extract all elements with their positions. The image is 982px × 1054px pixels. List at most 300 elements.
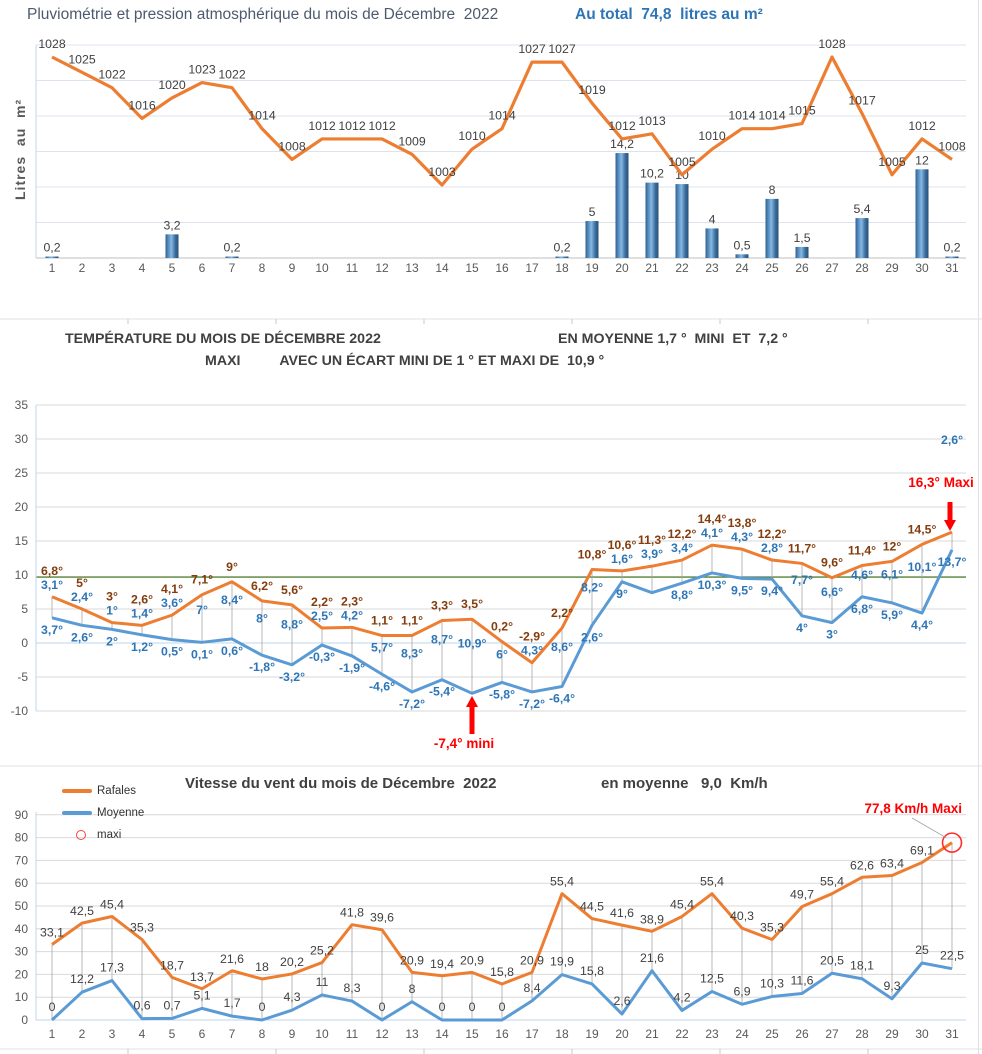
ecart-value-label: 3,6° (160, 596, 184, 611)
rafales-value-label: 20,9 (400, 953, 424, 968)
rain-value-label: 10,2 (640, 166, 664, 181)
x-tick-label: 23 (705, 261, 719, 275)
pressure-value-label: 1009 (398, 134, 426, 149)
legend-label-moyenne: Moyenne (97, 807, 145, 819)
rain-value-label: 12 (915, 153, 929, 168)
y-tick-label: 15 (14, 534, 28, 548)
moyenne-value-label: 19,9 (550, 954, 574, 969)
maxi-value-label: 6,2° (250, 578, 274, 593)
ecart-value-label: 2,4° (70, 590, 94, 604)
moyenne-value-label: 2,6 (613, 994, 631, 1009)
rafales-value-label: 42,5 (70, 904, 94, 919)
maxi-annotation: 16,3° Maxi (908, 475, 974, 490)
maxi-arrow-icon (944, 502, 956, 531)
maxi-value-label: 1,1° (370, 613, 394, 628)
ecart-value-label: 4,3° (520, 643, 544, 658)
ecart-value-label: 3,4° (670, 541, 694, 556)
y-tick-label: 0 (21, 636, 28, 650)
moyenne-value-label: 11 (315, 974, 329, 989)
mini-value-label: 4,4° (910, 618, 934, 633)
rain-bar (676, 184, 689, 258)
moyenne-value-label: 0 (48, 1000, 56, 1014)
wind-maxi-annotation: 77,8 Km/h Maxi (864, 801, 962, 816)
mini-value-label: -1,9° (338, 660, 366, 675)
maxi-value-label: 12° (882, 539, 902, 554)
y-tick-label: 35 (14, 398, 28, 412)
moyenne-value-label: 17,3 (100, 960, 124, 975)
pressure-value-label: 1008 (938, 139, 966, 154)
ecart-value-label: 8,8° (280, 617, 304, 632)
moyenne-value-label: 8,3 (343, 981, 361, 996)
x-tick-label: 16 (495, 261, 509, 275)
mini-value-label: -5,4° (428, 684, 456, 699)
y-tick-label: 30 (14, 944, 28, 959)
ecart-value-label: 6,6° (820, 584, 844, 599)
mini-value-label: 0,6° (220, 643, 244, 658)
ecart-value-label: 4,1° (700, 526, 724, 541)
rain-value-label: 8 (768, 182, 776, 197)
ecart-value-label: 8,3° (400, 646, 424, 661)
mini-value-label: 2° (106, 634, 118, 649)
maxi-value-label: 11,3° (637, 533, 667, 548)
x-tick-label: 31 (945, 1027, 959, 1041)
rain-bar (796, 247, 809, 258)
rafales-value-label: 18,7 (160, 958, 184, 973)
pressure-value-label: 1022 (218, 67, 246, 82)
wind-average-subtitle: en moyenne 9,0 Km/h (601, 775, 768, 792)
mini-value-label: 5,9° (880, 607, 904, 622)
x-tick-label: 3 (108, 261, 116, 275)
rain-bar (856, 218, 869, 258)
y-tick-label: -10 (10, 704, 28, 718)
x-tick-label: 17 (525, 261, 539, 275)
pressure-value-label: 1028 (38, 37, 66, 51)
rafales-value-label: 69,1 (910, 843, 934, 858)
rain-total-annotation: Au total 74,8 litres au m² (575, 6, 763, 23)
x-tick-label: 18 (555, 261, 569, 275)
mini-value-label: 2,6° (70, 630, 94, 645)
mini-value-label: -7,2° (518, 696, 546, 711)
rain-value-label: 14,2 (610, 137, 634, 152)
x-tick-label: 11 (345, 1027, 359, 1041)
y-tick-label: 90 (14, 807, 28, 822)
pressure-value-label: 1005 (878, 154, 906, 169)
moyenne-value-label: 4,3 (283, 990, 301, 1005)
rain-value-label: 1,5 (793, 230, 811, 245)
rafales-value-label: 55,4 (700, 874, 724, 889)
x-tick-label: 22 (675, 1027, 689, 1041)
pressure-value-label: 1025 (68, 52, 96, 67)
rain-value-label: 0,2 (223, 240, 241, 255)
mini-value-label: 3° (826, 627, 838, 642)
moyenne-value-label: 0 (498, 1000, 506, 1014)
legend-item-rafales (62, 780, 144, 802)
x-tick-label: 19 (585, 261, 599, 275)
rafales-value-label: 41,6 (610, 906, 634, 921)
maxi-value-label: 3,5° (460, 597, 484, 612)
moyenne-value-label: 0,6 (133, 998, 151, 1013)
x-tick-label: 6 (198, 1027, 206, 1041)
x-tick-label: 3 (108, 1027, 116, 1041)
x-tick-label: 14 (435, 261, 449, 275)
pressure-value-label: 1010 (458, 129, 486, 144)
ecart-value-label: 7,7° (790, 573, 814, 588)
mini-value-label: -3,2° (278, 669, 306, 684)
maxi-value-label: 2,2° (310, 595, 334, 610)
x-tick-label: 25 (765, 261, 779, 275)
pressure-value-label: 1027 (548, 42, 576, 57)
x-tick-label: 17 (525, 1027, 539, 1041)
rafales-value-label: 19,4 (430, 956, 454, 971)
rafales-value-label: 20,9 (520, 953, 544, 968)
x-tick-label: 5 (168, 261, 176, 275)
rafales-value-label: 18 (255, 959, 269, 974)
x-tick-label: 30 (915, 1027, 929, 1041)
pressure-value-label: 1012 (308, 118, 336, 133)
rafales-line-swatch (62, 789, 92, 793)
x-tick-label: 20 (615, 261, 629, 275)
rafales-value-label: 21,6 (220, 951, 244, 966)
legend-label-rafales: Rafales (97, 785, 136, 797)
maxi-value-label: 5,6° (280, 582, 304, 597)
temperature-chart-title-right: EN MOYENNE 1,7 ° MINI ET 7,2 ° (558, 331, 788, 347)
legend-label-maxi: maxi (97, 829, 122, 841)
mini-value-label: 8,8° (670, 588, 694, 603)
x-tick-label: 18 (555, 1027, 569, 1041)
maxi-value-label: -2,9° (518, 629, 546, 644)
ecart-value-label: 8,6° (550, 639, 574, 654)
mini-arrow-icon (466, 696, 478, 734)
x-tick-label: 4 (138, 1027, 146, 1041)
x-tick-label: 26 (795, 1027, 809, 1041)
x-tick-label: 19 (585, 1027, 599, 1041)
x-tick-label: 27 (825, 1027, 839, 1041)
x-tick-label: 15 (465, 1027, 479, 1041)
y-tick-label: 10 (14, 990, 28, 1005)
moyenne-value-label: 0 (378, 1000, 386, 1014)
rain-bar (946, 257, 959, 258)
rain-bar (706, 228, 719, 258)
x-tick-label: 6 (198, 261, 206, 275)
pressure-value-label: 1003 (428, 165, 456, 179)
maxi-value-label: 3,3° (430, 598, 454, 613)
maxi-value-label: 2,6° (130, 592, 154, 607)
pressure-value-label: 1008 (278, 139, 306, 154)
rafales-value-label: 55,4 (820, 874, 844, 889)
wind-chart-title: Vitesse du vent du mois de Décembre 2022 (185, 775, 497, 792)
x-tick-label: 9 (288, 261, 296, 275)
mini-value-label: 2,6° (580, 630, 604, 645)
x-tick-label: 29 (885, 261, 899, 275)
maxi-value-label: 4,1° (160, 582, 184, 597)
moyenne-value-label: 22,5 (940, 948, 964, 963)
x-tick-label: 10 (315, 1027, 329, 1041)
maxi-value-label: 13,8° (727, 516, 757, 531)
legend-item-maxi (62, 824, 144, 846)
x-tick-label: 12 (375, 1027, 389, 1041)
rafales-value-label: 25,2 (310, 943, 334, 958)
rain-value-label: 5 (588, 205, 596, 220)
x-tick-label: 28 (855, 1027, 869, 1041)
mini-value-label: 9,5° (730, 583, 754, 598)
x-tick-label: 27 (825, 261, 839, 275)
rafales-value-label: 20,9 (460, 953, 484, 968)
moyenne-value-label: 0 (468, 1000, 476, 1014)
moyenne-value-label: 0 (438, 1000, 446, 1014)
x-tick-label: 4 (138, 261, 146, 275)
y-tick-label: -5 (17, 670, 28, 684)
moyenne-value-label: 6,9 (733, 984, 751, 999)
maxi-value-label: 5° (76, 576, 88, 590)
pressure-value-label: 1013 (638, 113, 666, 128)
rain-value-label: 0,2 (943, 240, 961, 255)
ecart-value-label: 4,3° (730, 530, 754, 545)
x-tick-label: 28 (855, 261, 869, 275)
rain-value-label: 0,2 (553, 240, 571, 255)
pressure-value-label: 1014 (488, 108, 516, 123)
x-tick-label: 25 (765, 1027, 779, 1041)
x-tick-label: 10 (315, 261, 329, 275)
ecart-value-label: 1,6° (610, 551, 634, 566)
rain-bar (766, 199, 779, 258)
maxi-value-label: 2,3° (340, 594, 364, 609)
rafales-value-label: 45,4 (670, 897, 694, 912)
x-tick-label: 9 (288, 1027, 296, 1041)
moyenne-value-label: 5,1 (193, 988, 211, 1003)
moyenne-value-label: 21,6 (640, 950, 664, 965)
maxi-value-label: 10,8° (577, 547, 607, 562)
rafales-value-label: 45,4 (100, 897, 124, 912)
maxi-value-label: 9,6° (820, 555, 844, 570)
y-tick-label: 70 (14, 853, 28, 868)
moyenne-value-label: 18,1 (850, 958, 874, 973)
x-tick-label: 8 (258, 261, 266, 275)
x-tick-label: 7 (228, 261, 236, 275)
rain-y-axis-title: Litres au m² (12, 98, 28, 200)
x-tick-label: 1 (48, 261, 56, 275)
rain-bar (646, 183, 659, 258)
ecart-value-label: 4,2° (340, 608, 364, 623)
rafales-value-label: 62,6 (850, 858, 874, 873)
moyenne-value-label: 25 (915, 943, 929, 957)
maxi-value-label: 7,1° (190, 572, 214, 587)
moyenne-value-label: 0,7 (163, 998, 181, 1013)
maxi-value-label: 9° (226, 559, 238, 574)
maxi-value-label: 12,2° (667, 527, 697, 542)
moyenne-value-label: 4,2 (673, 990, 691, 1005)
y-tick-label: 10 (14, 568, 28, 582)
rafales-value-label: 55,4 (550, 874, 574, 889)
maxi-value-label: 0,2° (490, 619, 514, 634)
rafales-value-label: 38,9 (640, 912, 664, 927)
ecart-value-label: 4,6° (850, 568, 874, 583)
ecart-value-label: 3,9° (640, 547, 664, 562)
ecart-value-label: 2,5° (310, 609, 334, 624)
y-tick-label: 40 (14, 921, 28, 936)
maxi-value-label: 1,1° (400, 613, 424, 628)
y-tick-label: 30 (14, 432, 28, 446)
x-tick-label: 31 (945, 261, 959, 275)
x-tick-label: 22 (675, 261, 689, 275)
moyenne-value-label: 12,5 (700, 971, 724, 986)
pressure-value-label: 1015 (788, 103, 816, 118)
rain-bar (736, 254, 749, 258)
pressure-value-label: 1012 (368, 118, 396, 133)
x-tick-label: 16 (495, 1027, 509, 1041)
temperature-chart-title: TEMPÉRATURE DU MOIS DE DÉCEMBRE 2022 (65, 331, 381, 347)
x-tick-label: 29 (885, 1027, 899, 1041)
rafales-value-label: 13,7 (190, 969, 214, 984)
rafales-value-label: 33,1 (40, 925, 64, 940)
pressure-value-label: 1012 (608, 118, 636, 133)
pressure-value-label: 1023 (188, 62, 216, 77)
ecart-value-label: 8,4° (220, 593, 244, 608)
mini-value-label: 0,5° (160, 644, 184, 659)
mini-value-label: 9° (616, 586, 628, 601)
moyenne-value-label: 1,7 (223, 996, 241, 1011)
pressure-value-label: 1010 (698, 129, 726, 144)
mini-value-label: 0,1° (190, 647, 214, 662)
mini-value-label: -4,6° (368, 679, 396, 694)
maxi-value-label: 11,7° (787, 541, 817, 556)
rafales-value-label: 49,7 (790, 887, 814, 902)
ecart-value-label: 8° (256, 611, 268, 626)
moyenne-value-label: 15,8 (580, 963, 604, 978)
ecart-value-label: 7° (196, 602, 208, 617)
ecart-value-label: 2,6° (940, 433, 964, 447)
annotation-leader-line (912, 818, 946, 838)
pressure-value-label: 1020 (158, 77, 186, 92)
pressure-value-label: 1017 (848, 93, 876, 108)
pressure-value-label: 1027 (518, 42, 546, 57)
rain-bar (226, 257, 239, 258)
x-tick-label: 26 (795, 261, 809, 275)
maxi-circle-swatch (76, 830, 86, 840)
pressure-value-label: 1028 (818, 37, 846, 51)
rain-value-label: 3,2 (163, 218, 181, 233)
x-tick-label: 30 (915, 261, 929, 275)
rafales-value-label: 44,5 (580, 899, 604, 914)
wind-plot (15, 801, 966, 1041)
mini-value-label: 6,8° (850, 601, 874, 616)
rain-value-label: 4 (708, 212, 716, 227)
ecart-value-label: 10,1° (907, 559, 937, 574)
ecart-value-label: 10,9° (457, 636, 487, 651)
wind-legend (62, 780, 144, 846)
moyenne-line-swatch (62, 811, 92, 815)
rain-value-label: 10 (675, 168, 689, 183)
x-tick-label: 24 (735, 261, 749, 275)
x-tick-label: 8 (258, 1027, 266, 1041)
pressure-value-label: 1014 (728, 108, 756, 123)
moyenne-value-label: 10,3 (760, 976, 784, 991)
x-tick-label: 2 (78, 261, 86, 275)
rain-pressure-plot (36, 37, 966, 275)
y-tick-label: 20 (14, 500, 28, 514)
y-tick-label: 25 (14, 466, 28, 480)
rafales-value-label: 41,8 (340, 905, 364, 920)
y-tick-label: 0 (21, 1013, 28, 1027)
rain-bar (166, 234, 179, 258)
y-tick-label: 60 (14, 876, 28, 891)
x-tick-label: 2 (78, 1027, 86, 1041)
mini-value-label: 3,7° (40, 622, 64, 637)
y-tick-label: 50 (14, 899, 28, 913)
x-tick-label: 14 (435, 1027, 449, 1041)
x-tick-label: 13 (405, 1027, 419, 1041)
rain-pressure-chart-title: Pluviométrie et pression atmosphérique du mois de Décembre 2022 (27, 6, 499, 23)
moyenne-value-label: 11,6 (790, 973, 814, 988)
mini-value-label: 10,3° (697, 577, 727, 592)
maxi-value-label: 14,4° (697, 512, 727, 527)
rain-value-label: 0,5 (733, 238, 751, 253)
mini-value-label: 9,4° (760, 584, 784, 599)
x-tick-label: 11 (345, 261, 359, 275)
rain-bar (556, 257, 569, 258)
x-tick-label: 20 (615, 1027, 629, 1041)
mini-value-label: -7,2° (398, 696, 426, 711)
temperature-plot (11, 398, 974, 751)
x-tick-label: 21 (645, 261, 659, 275)
moyenne-value-label: 9,3 (883, 978, 901, 993)
x-tick-label: 23 (705, 1027, 719, 1041)
rafales-value-label: 63,4 (880, 856, 904, 871)
rafales-value-label: 39,6 (370, 910, 394, 925)
rafales-value-label: 15,8 (490, 964, 514, 979)
y-tick-label: 20 (14, 967, 28, 982)
maxi-value-label: 2,2° (550, 606, 574, 621)
pressure-value-label: 1022 (98, 67, 126, 82)
maxi-value-label: 11,4° (847, 543, 877, 558)
temperature-chart-title-line2: MAXI AVEC UN ÉCART MINI DE 1 ° ET MAXI DE 10,9 ° (205, 353, 605, 369)
rafales-value-label: 35,3 (130, 920, 154, 935)
rain-bar (46, 257, 59, 258)
x-tick-label: 13 (405, 261, 419, 275)
x-tick-label: 24 (735, 1027, 749, 1041)
rafales-value-label: 40,3 (730, 909, 754, 924)
rafales-value-label: 35,3 (760, 920, 784, 935)
x-tick-label: 1 (48, 1027, 56, 1041)
moyenne-value-label: 12,2 (70, 972, 94, 987)
pressure-value-label: 1014 (758, 108, 786, 123)
rain-value-label: 0,2 (43, 240, 61, 255)
moyenne-value-label: 0 (258, 1000, 266, 1014)
maxi-value-label: 14,5° (907, 522, 937, 537)
maxi-value-label: 12,2° (757, 527, 787, 542)
rain-bar (616, 153, 629, 258)
moyenne-value-label: 20,5 (820, 953, 844, 968)
rain-value-label: 5,4 (853, 202, 871, 217)
mini-value-label: 13,7° (937, 554, 967, 569)
mini-annotation: -7,4° mini (433, 736, 495, 751)
x-tick-label: 7 (228, 1027, 236, 1041)
y-tick-label: 5 (21, 602, 28, 616)
maxi-value-label: 10,6° (607, 537, 637, 552)
mini-value-label: -1,8° (248, 660, 276, 675)
pressure-value-label: 1005 (668, 154, 696, 169)
x-tick-label: 15 (465, 261, 479, 275)
rain-bar (916, 169, 929, 258)
ecart-value-label: 2,8° (760, 541, 784, 556)
mini-value-label: 4° (796, 620, 808, 635)
x-tick-label: 12 (375, 261, 389, 275)
moyenne-value-label: 8 (408, 981, 416, 996)
ecart-value-label: 1° (106, 603, 118, 618)
mini-value-label: -0,3° (308, 650, 336, 665)
ecart-value-label: 5,7° (370, 640, 394, 655)
pressure-value-label: 1019 (578, 83, 606, 98)
pressure-value-label: 1016 (128, 98, 156, 113)
